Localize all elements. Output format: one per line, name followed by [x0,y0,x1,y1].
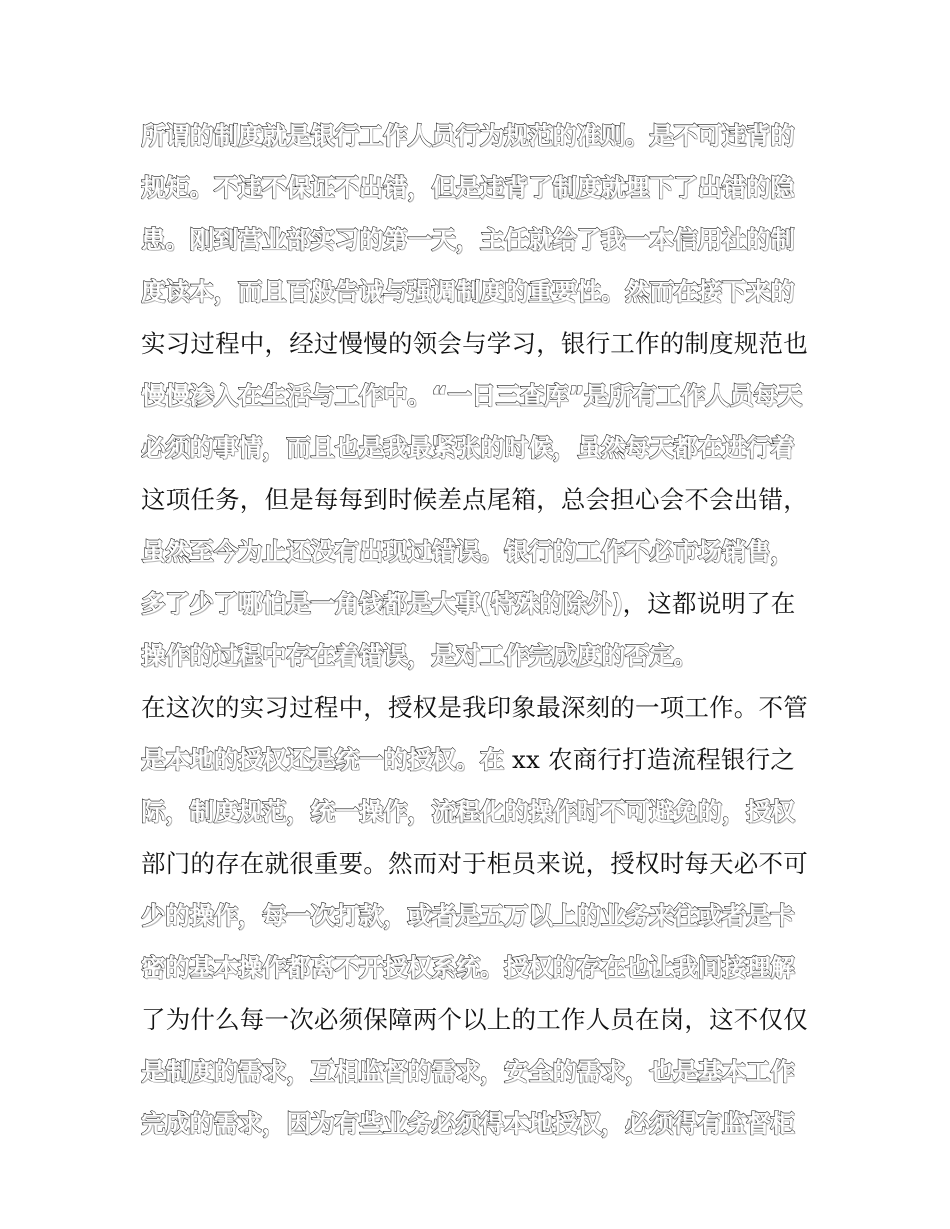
text-line-14: 际，制度规范，统一操作，流程化的操作时不可避免的，授权 [141,797,795,826]
text-line-19: 是制度的需求，互相监督的需求，安全的需求，也是基本工作 [141,1057,795,1086]
text-line-10-plain: ，这都说明了在 [622,589,796,618]
text-line-7: 必须的事情，而且也是我最紧张的时候，虽然每天都在进行着 [141,433,795,462]
text-line-3: 患。刚到营业部实习的第一天，主任就给了我一本信用社的制 [141,225,795,254]
text-line-16: 少的操作，每一次打款，或者是五万以上的业务来往或者是卡 [141,901,795,930]
text-line-15: 部门的存在就很重要。然而对于柜员来说，授权时每天必不可 [141,849,808,878]
text-line-6: 慢慢渗入在生活与工作中。“一日三查库”是所有工作人员每天 [141,381,802,410]
text-line-8: 这项任务，但是每每到时候差点尾箱，总会担心会不会出错， [141,485,808,514]
text-line-20: 完成的需求，因为有些业务必须得本地授权，必须得有监督柜 [141,1109,795,1138]
text-line-4: 度读本，而且百般告诫与强调制度的重要性。然而在接下来的 [141,277,795,306]
text-line-9: 虽然至今为止还没有出现过错误。银行的工作不必市场销售， [141,537,795,566]
text-line-10-styled: 多了少了哪怕是一角钱都是大事(特殊的除外) [141,589,623,618]
text-line-5: 实习过程中，经过慢慢的领会与学习，银行工作的制度规范也 [141,329,808,358]
text-line-11: 操作的过程中存在着错误，是对工作完成度的否定。 [141,641,698,670]
text-line-13-plain: xx 农商行打造流程银行之 [504,745,796,774]
text-line-18: 了为什么每一次必须保障两个以上的工作人员在岗，这不仅仅 [141,1005,808,1034]
text-line-12: 在这次的实习过程中，授权是我印象最深刻的一项工作。不管 [141,693,808,722]
document-body [141,110,813,1150]
text-line-2: 规矩。不违不保证不出错，但是违背了制度就埋下了出错的隐 [141,173,795,202]
text-line-17: 密的基本操作都离不开授权系统。授权的存在也让我间接理解 [141,953,795,982]
text-line-13 [141,734,813,786]
text-line-10 [141,578,813,630]
text-line-1: 所谓的制度就是银行工作人员行为规范的准则。是不可违背的 [141,121,795,150]
text-line-13-styled: 是本地的授权还是统一的授权。在 [141,745,504,774]
